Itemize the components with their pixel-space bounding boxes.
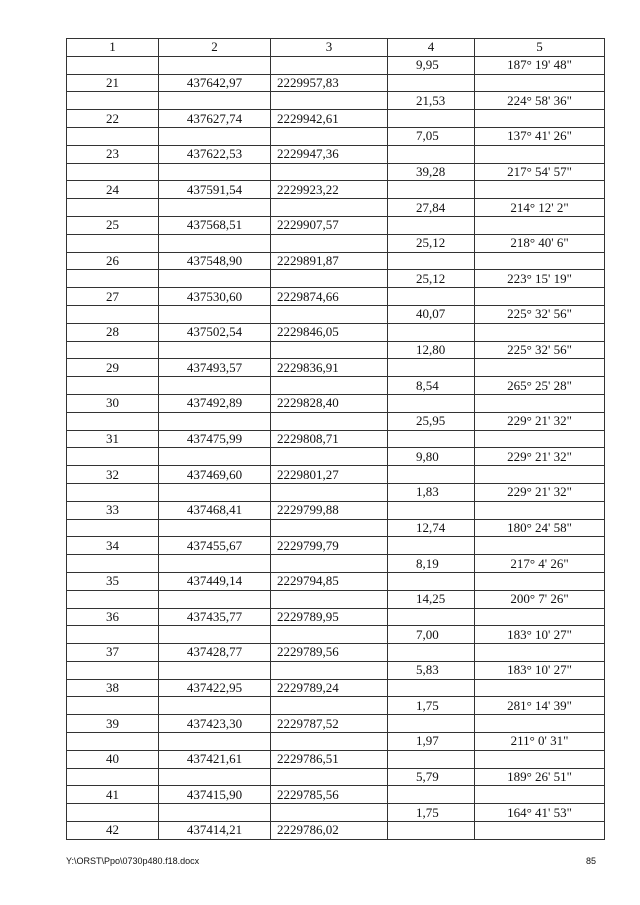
table-cell-col-3: 2229907,57 (271, 216, 388, 234)
table-cell-col-4: 12,80 (388, 341, 475, 359)
table-cell-col-2 (159, 626, 271, 644)
table-cell-col-4 (388, 608, 475, 626)
table-cell-col-3 (271, 733, 388, 751)
table-cell-col-4 (388, 750, 475, 768)
table-cell-col-5: 200° 7' 26" (475, 590, 605, 608)
table-cell-col-5 (475, 74, 605, 92)
table-cell-col-2 (159, 341, 271, 359)
table-cell-col-1: 39 (67, 715, 159, 733)
table-cell-col-4: 1,75 (388, 697, 475, 715)
table-cell-col-4: 12,74 (388, 519, 475, 537)
table-cell-col-1 (67, 56, 159, 74)
table-cell-col-5: 218° 40' 6" (475, 234, 605, 252)
table-cell-col-2 (159, 270, 271, 288)
table-cell-col-1: 30 (67, 394, 159, 412)
table-cell-col-2 (159, 163, 271, 181)
table-cell-col-4 (388, 466, 475, 484)
table-cell-col-1 (67, 804, 159, 822)
table-cell-col-3: 2229801,27 (271, 466, 388, 484)
table-cell-col-3 (271, 768, 388, 786)
table-cell-col-4: 5,79 (388, 768, 475, 786)
table-cell-col-5 (475, 750, 605, 768)
table-cell-col-3 (271, 377, 388, 395)
table-cell-col-5: 223° 15' 19" (475, 270, 605, 288)
table-cell-col-2: 437548,90 (159, 252, 271, 270)
table-cell-col-3 (271, 412, 388, 430)
table-cell-col-5: 217° 4' 26" (475, 555, 605, 573)
table-cell-col-2: 437423,30 (159, 715, 271, 733)
table-cell-col-4: 25,12 (388, 234, 475, 252)
table-cell-col-3 (271, 56, 388, 74)
table-cell-col-3 (271, 519, 388, 537)
table-row (67, 679, 605, 697)
table-row (67, 305, 605, 323)
table-cell-col-5 (475, 715, 605, 733)
table-cell-col-4 (388, 145, 475, 163)
table-cell-col-5: 229° 21' 32" (475, 412, 605, 430)
table-cell-col-4: 1,83 (388, 483, 475, 501)
table-row (67, 252, 605, 270)
table-row (67, 483, 605, 501)
table-cell-col-5: 214° 12' 2" (475, 199, 605, 217)
table-cell-col-1: 42 (67, 822, 159, 840)
table-cell-col-5 (475, 110, 605, 128)
table-cell-col-1 (67, 555, 159, 573)
table-header-row (67, 39, 605, 57)
table-cell-col-2: 437414,21 (159, 822, 271, 840)
table-cell-col-2: 437422,95 (159, 679, 271, 697)
table-cell-col-2 (159, 697, 271, 715)
table-row (67, 572, 605, 590)
table-row (67, 412, 605, 430)
table-row (67, 733, 605, 751)
table-cell-col-2: 437493,57 (159, 359, 271, 377)
table-cell-col-3 (271, 234, 388, 252)
table-cell-col-1 (67, 412, 159, 430)
table-cell-col-4: 1,75 (388, 804, 475, 822)
footer-file-path: Y:\ORST\Ppo\0730p480.f18.docx (66, 856, 200, 866)
table-cell-col-3: 2229794,85 (271, 572, 388, 590)
table-cell-col-5: 281° 14' 39" (475, 697, 605, 715)
table-row (67, 341, 605, 359)
table-cell-col-4 (388, 216, 475, 234)
table-cell-col-2 (159, 305, 271, 323)
table-cell-col-2: 437455,67 (159, 537, 271, 555)
table-cell-col-3 (271, 199, 388, 217)
table-row (67, 359, 605, 377)
table-row (67, 501, 605, 519)
table-cell-col-4: 27,84 (388, 199, 475, 217)
table-cell-col-1: 25 (67, 216, 159, 234)
header-cell-4: 4 (388, 39, 475, 57)
table-cell-col-4 (388, 110, 475, 128)
table-cell-col-5: 187° 19' 48" (475, 56, 605, 74)
table-cell-col-2: 437622,53 (159, 145, 271, 163)
table-cell-col-1 (67, 305, 159, 323)
table-cell-col-2 (159, 519, 271, 537)
table-cell-col-5: 137° 41' 26" (475, 127, 605, 145)
table-cell-col-1: 37 (67, 644, 159, 662)
table-cell-col-2 (159, 483, 271, 501)
table-cell-col-2 (159, 590, 271, 608)
table-cell-col-1: 21 (67, 74, 159, 92)
table-cell-col-1: 31 (67, 430, 159, 448)
table-cell-col-2: 437502,54 (159, 323, 271, 341)
table-cell-col-3: 2229947,36 (271, 145, 388, 163)
table-row (67, 768, 605, 786)
table-row (67, 74, 605, 92)
table-cell-col-2 (159, 199, 271, 217)
table-cell-col-1 (67, 768, 159, 786)
table-row (67, 590, 605, 608)
table-cell-col-2: 437469,60 (159, 466, 271, 484)
table-row (67, 661, 605, 679)
table-cell-col-1: 23 (67, 145, 159, 163)
table-cell-col-1 (67, 483, 159, 501)
table-cell-col-1 (67, 626, 159, 644)
table-cell-col-4 (388, 572, 475, 590)
table-cell-col-1 (67, 590, 159, 608)
table-cell-col-4 (388, 181, 475, 199)
table-cell-col-2 (159, 127, 271, 145)
table-cell-col-5 (475, 145, 605, 163)
table-row (67, 110, 605, 128)
table-cell-col-5 (475, 572, 605, 590)
table-cell-col-5 (475, 679, 605, 697)
table-cell-col-3: 2229923,22 (271, 181, 388, 199)
coordinates-table (66, 38, 605, 840)
table-cell-col-5: 189° 26' 51" (475, 768, 605, 786)
table-cell-col-1 (67, 270, 159, 288)
table-cell-col-4: 14,25 (388, 590, 475, 608)
table-body (67, 39, 605, 840)
table-cell-col-5 (475, 430, 605, 448)
table-cell-col-1 (67, 697, 159, 715)
table-cell-col-2 (159, 555, 271, 573)
table-row (67, 288, 605, 306)
table-cell-col-2: 437642,97 (159, 74, 271, 92)
table-cell-col-5: 229° 21' 32" (475, 448, 605, 466)
table-cell-col-5: 224° 58' 36" (475, 92, 605, 110)
table-cell-col-1: 33 (67, 501, 159, 519)
table-cell-col-2 (159, 92, 271, 110)
table-cell-col-4: 7,00 (388, 626, 475, 644)
table-cell-col-4: 40,07 (388, 305, 475, 323)
table-cell-col-5 (475, 216, 605, 234)
table-cell-col-3 (271, 661, 388, 679)
table-cell-col-4 (388, 288, 475, 306)
table-cell-col-5: 211° 0' 31" (475, 733, 605, 751)
table-row (67, 822, 605, 840)
table-cell-col-3: 2229789,95 (271, 608, 388, 626)
table-cell-col-4: 8,54 (388, 377, 475, 395)
table-row (67, 56, 605, 74)
table-cell-col-1 (67, 234, 159, 252)
table-row (67, 466, 605, 484)
table-cell-col-5: 265° 25' 28" (475, 377, 605, 395)
table-cell-col-2: 437591,54 (159, 181, 271, 199)
table-cell-col-3: 2229942,61 (271, 110, 388, 128)
table-cell-col-3: 2229828,40 (271, 394, 388, 412)
table-cell-col-4 (388, 644, 475, 662)
table-cell-col-4 (388, 822, 475, 840)
table-row (67, 323, 605, 341)
table-cell-col-2 (159, 804, 271, 822)
table-row (67, 608, 605, 626)
table-cell-col-3: 2229799,79 (271, 537, 388, 555)
header-cell-3: 3 (271, 39, 388, 57)
table-row (67, 216, 605, 234)
table-row (67, 234, 605, 252)
table-cell-col-1: 40 (67, 750, 159, 768)
table-cell-col-4: 7,05 (388, 127, 475, 145)
table-cell-col-4: 5,83 (388, 661, 475, 679)
table-cell-col-1: 28 (67, 323, 159, 341)
table-row (67, 163, 605, 181)
table-cell-col-3: 2229957,83 (271, 74, 388, 92)
table-cell-col-5 (475, 288, 605, 306)
header-cell-1: 1 (67, 39, 159, 57)
table-cell-col-3 (271, 305, 388, 323)
footer-page-number: 85 (585, 856, 596, 866)
table-cell-col-5: 217° 54' 57" (475, 163, 605, 181)
table-cell-col-1 (67, 341, 159, 359)
table-cell-col-1: 36 (67, 608, 159, 626)
table-cell-col-2 (159, 377, 271, 395)
table-cell-col-3: 2229836,91 (271, 359, 388, 377)
table-cell-col-2: 437492,89 (159, 394, 271, 412)
table-cell-col-2: 437475,99 (159, 430, 271, 448)
table-cell-col-3: 2229787,52 (271, 715, 388, 733)
table-cell-col-4: 9,80 (388, 448, 475, 466)
table-row (67, 750, 605, 768)
table-cell-col-4: 1,97 (388, 733, 475, 751)
table-cell-col-1: 22 (67, 110, 159, 128)
table-cell-col-5: 164° 41' 53" (475, 804, 605, 822)
table-cell-col-1: 34 (67, 537, 159, 555)
table-cell-col-1 (67, 377, 159, 395)
table-cell-col-3 (271, 626, 388, 644)
table-cell-col-2: 437468,41 (159, 501, 271, 519)
table-cell-col-2 (159, 448, 271, 466)
table-row (67, 127, 605, 145)
table-row (67, 786, 605, 804)
table-cell-col-2: 437415,90 (159, 786, 271, 804)
table-cell-col-3: 2229808,71 (271, 430, 388, 448)
table-cell-col-5: 183° 10' 27" (475, 661, 605, 679)
table-cell-col-1 (67, 519, 159, 537)
table-cell-col-5 (475, 786, 605, 804)
table-cell-col-2: 437435,77 (159, 608, 271, 626)
table-row (67, 519, 605, 537)
table-cell-col-4: 9,95 (388, 56, 475, 74)
table-cell-col-3: 2229846,05 (271, 323, 388, 341)
header-cell-2: 2 (159, 39, 271, 57)
table-cell-col-1: 29 (67, 359, 159, 377)
table-cell-col-2: 437449,14 (159, 572, 271, 590)
table-cell-col-3 (271, 483, 388, 501)
table-cell-col-1 (67, 92, 159, 110)
table-cell-col-3: 2229789,56 (271, 644, 388, 662)
table-row (67, 537, 605, 555)
table-cell-col-1: 41 (67, 786, 159, 804)
table-row (67, 377, 605, 395)
table-cell-col-5: 180° 24' 58" (475, 519, 605, 537)
table-cell-col-3: 2229786,51 (271, 750, 388, 768)
table-cell-col-4 (388, 74, 475, 92)
table-cell-col-5 (475, 822, 605, 840)
table-cell-col-1 (67, 661, 159, 679)
table-row (67, 626, 605, 644)
table-cell-col-5: 225° 32' 56" (475, 305, 605, 323)
table-cell-col-4 (388, 501, 475, 519)
table-cell-col-1: 35 (67, 572, 159, 590)
table-row (67, 697, 605, 715)
table-cell-col-5 (475, 644, 605, 662)
table-cell-col-1: 38 (67, 679, 159, 697)
table-cell-col-1 (67, 199, 159, 217)
table-cell-col-4: 25,95 (388, 412, 475, 430)
table-cell-col-2 (159, 768, 271, 786)
table-cell-col-3 (271, 270, 388, 288)
table-cell-col-3 (271, 697, 388, 715)
table-cell-col-1: 27 (67, 288, 159, 306)
table-row (67, 145, 605, 163)
table-cell-col-5 (475, 608, 605, 626)
table-row (67, 430, 605, 448)
table-cell-col-4 (388, 679, 475, 697)
table-cell-col-3: 2229799,88 (271, 501, 388, 519)
table-cell-col-5 (475, 537, 605, 555)
table-row (67, 181, 605, 199)
table-cell-col-3: 2229891,87 (271, 252, 388, 270)
table-cell-col-2 (159, 234, 271, 252)
table-cell-col-5: 229° 21' 32" (475, 483, 605, 501)
table-cell-col-2: 437530,60 (159, 288, 271, 306)
table-cell-col-4 (388, 786, 475, 804)
table-cell-col-4 (388, 537, 475, 555)
table-cell-col-5 (475, 252, 605, 270)
table-cell-col-3 (271, 127, 388, 145)
table-cell-col-1: 32 (67, 466, 159, 484)
table-cell-col-2 (159, 412, 271, 430)
table-cell-col-4 (388, 715, 475, 733)
table-row (67, 92, 605, 110)
table-cell-col-5 (475, 181, 605, 199)
table-cell-col-3: 2229785,56 (271, 786, 388, 804)
table-cell-col-2 (159, 733, 271, 751)
table-cell-col-2: 437428,77 (159, 644, 271, 662)
table-cell-col-2: 437627,74 (159, 110, 271, 128)
table-cell-col-4 (388, 430, 475, 448)
table-row (67, 804, 605, 822)
table-cell-col-5 (475, 323, 605, 341)
table-cell-col-4: 21,53 (388, 92, 475, 110)
table-cell-col-1 (67, 127, 159, 145)
table-cell-col-2: 437568,51 (159, 216, 271, 234)
table-cell-col-4: 8,19 (388, 555, 475, 573)
table-cell-col-5 (475, 501, 605, 519)
table-cell-col-3 (271, 555, 388, 573)
table-cell-col-3: 2229786,02 (271, 822, 388, 840)
table-cell-col-3 (271, 92, 388, 110)
table-cell-col-4: 39,28 (388, 163, 475, 181)
table-cell-col-3 (271, 804, 388, 822)
table-cell-col-5: 225° 32' 56" (475, 341, 605, 359)
table-cell-col-5: 183° 10' 27" (475, 626, 605, 644)
table-cell-col-3 (271, 448, 388, 466)
table-row (67, 394, 605, 412)
table-cell-col-2 (159, 661, 271, 679)
table-row (67, 199, 605, 217)
table-cell-col-4 (388, 359, 475, 377)
table-cell-col-3: 2229789,24 (271, 679, 388, 697)
table-cell-col-2 (159, 56, 271, 74)
table-cell-col-1: 26 (67, 252, 159, 270)
table-cell-col-5 (475, 394, 605, 412)
table-cell-col-3 (271, 590, 388, 608)
table-cell-col-3 (271, 163, 388, 181)
table-cell-col-1 (67, 163, 159, 181)
table-cell-col-4 (388, 394, 475, 412)
table-cell-col-4: 25,12 (388, 270, 475, 288)
table-cell-col-4 (388, 323, 475, 341)
table-cell-col-5 (475, 359, 605, 377)
table-cell-col-1 (67, 448, 159, 466)
table-row (67, 270, 605, 288)
table-cell-col-2: 437421,61 (159, 750, 271, 768)
table-row (67, 644, 605, 662)
table-cell-col-1 (67, 733, 159, 751)
table-cell-col-3: 2229874,66 (271, 288, 388, 306)
header-cell-5: 5 (475, 39, 605, 57)
table-row (67, 555, 605, 573)
table-row (67, 448, 605, 466)
table-cell-col-5 (475, 466, 605, 484)
table-cell-col-3 (271, 341, 388, 359)
table-cell-col-1: 24 (67, 181, 159, 199)
table-cell-col-4 (388, 252, 475, 270)
table-row (67, 715, 605, 733)
